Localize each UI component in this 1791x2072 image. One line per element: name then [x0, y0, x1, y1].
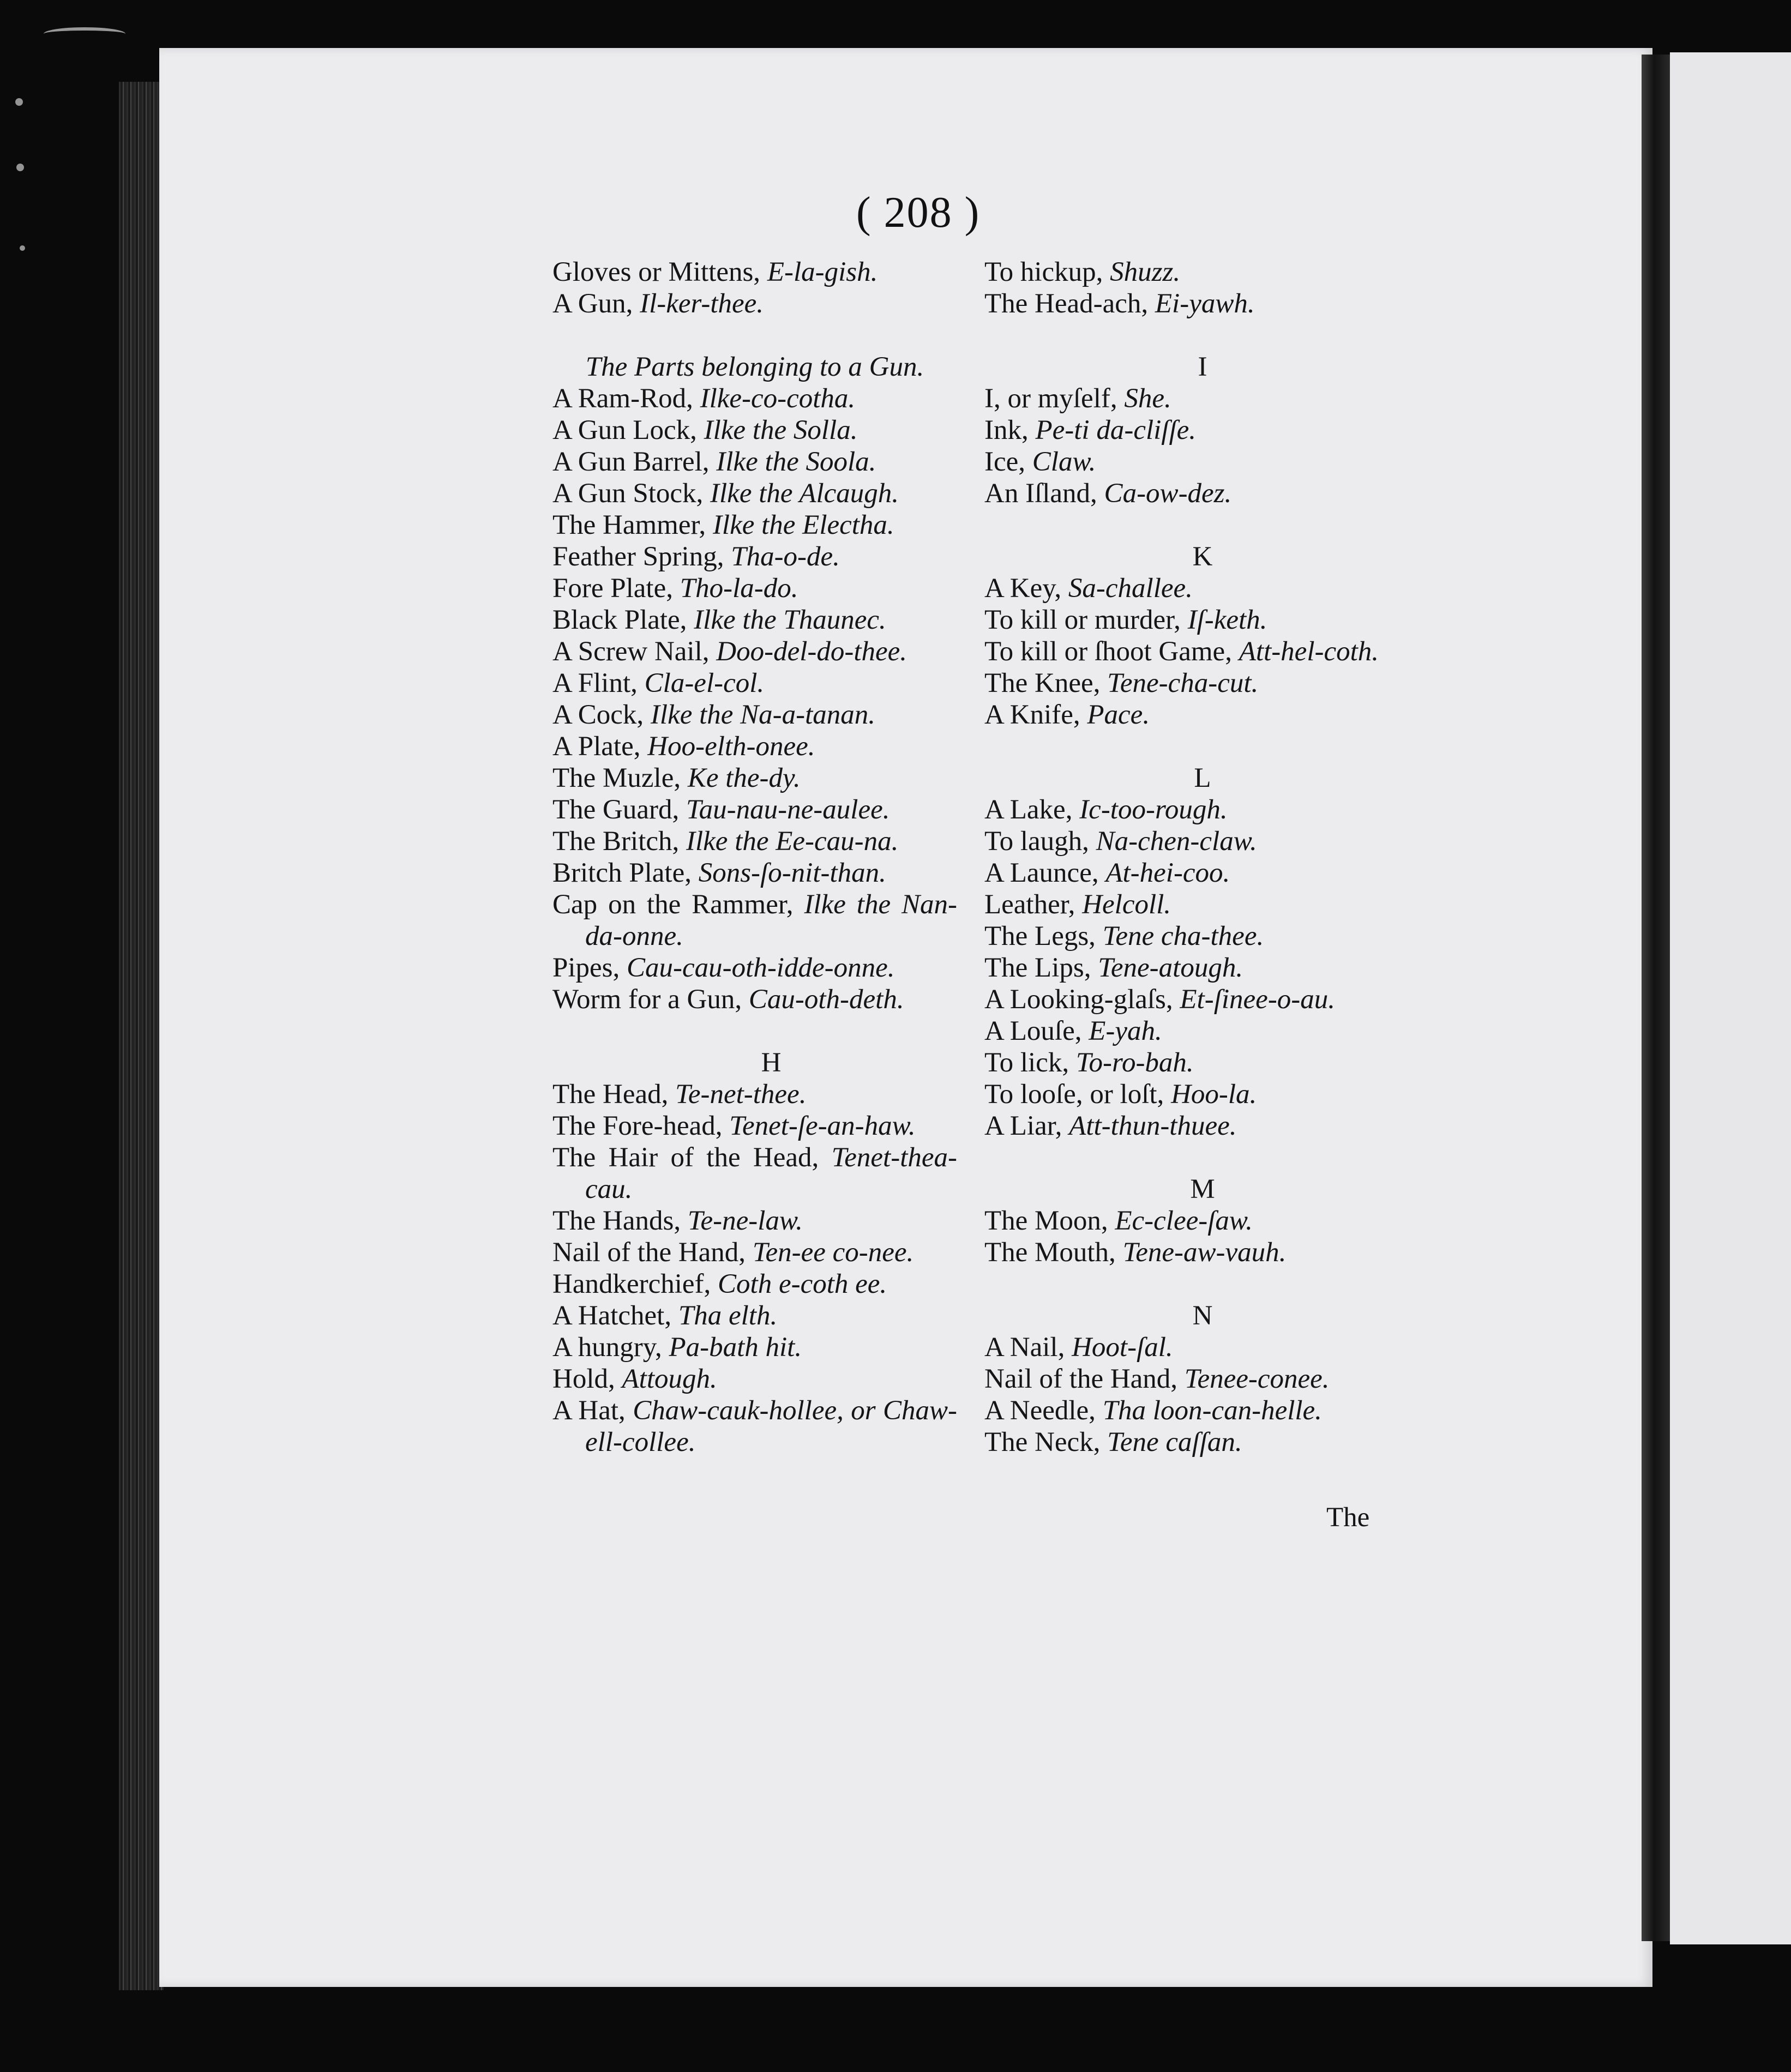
native-translation: Te-ne-law.: [687, 1206, 803, 1236]
english-term: The Hair of the Head,: [552, 1142, 819, 1173]
english-term: Black Plate,: [552, 605, 687, 635]
glossary-entry: [984, 699, 1388, 731]
english-term: The Britch,: [552, 826, 680, 857]
english-term: A Gun Stock,: [552, 478, 704, 509]
glossary-entry: [552, 1363, 957, 1395]
native-translation: At-hei-coo.: [1105, 858, 1230, 888]
native-translation: Tho-la-do.: [680, 573, 798, 604]
section-letter-heading: K: [1192, 541, 1213, 572]
english-term: Gloves or Mittens,: [552, 257, 761, 287]
glossary-entry: [984, 1237, 1388, 1268]
english-term: A Nail,: [984, 1332, 1065, 1363]
native-translation: Ilke the Ee-cau-na.: [686, 826, 899, 857]
english-term: An Iſland,: [984, 478, 1097, 509]
page-number: ( 208 ): [856, 189, 981, 237]
native-translation: E-yah.: [1089, 1016, 1162, 1046]
english-term: To hickup,: [984, 257, 1103, 287]
native-translation: Tau-nau-ne-aulee.: [686, 794, 890, 825]
english-term: A Plate,: [552, 731, 641, 762]
section-spacer: [984, 731, 1388, 762]
native-translation: Ilke the Na-a-tanan.: [650, 700, 876, 730]
english-term: To laugh,: [984, 826, 1089, 857]
english-term: A Gun Barrel,: [552, 447, 710, 477]
glossary-entry: [984, 573, 1388, 604]
glossary-entry: [552, 604, 957, 636]
glossary-entry: [552, 509, 957, 541]
english-term: The Knee,: [984, 668, 1101, 698]
glossary-entry: [552, 541, 957, 573]
native-translation: Tenet-thea-cau.: [585, 1142, 957, 1204]
english-term: Cap on the Rammer,: [552, 889, 794, 920]
glossary-entry: [984, 889, 1388, 920]
native-translation: Et-ſinee-o-au.: [1180, 984, 1336, 1015]
native-translation: To-ro-bah.: [1075, 1047, 1194, 1078]
facing-page: [1670, 52, 1791, 1944]
section-spacer: [984, 1268, 1388, 1300]
native-translation: E-la-gish.: [767, 257, 878, 287]
native-translation: Ec-clee-ſaw.: [1115, 1206, 1253, 1236]
book-page-edges: [119, 82, 164, 1990]
glossary-entry: [984, 857, 1388, 889]
glossary-entry: [984, 1205, 1388, 1237]
native-translation: Ke the-dy.: [687, 763, 801, 793]
native-translation: Ilke the Thaunec.: [694, 605, 886, 635]
glossary-entry: [552, 1079, 957, 1110]
english-term: The Head-ach,: [984, 288, 1149, 319]
english-term: A Hatchet,: [552, 1300, 672, 1331]
glossary-entry: [984, 667, 1388, 699]
native-translation: Claw.: [1032, 447, 1096, 477]
glossary-entry: [984, 604, 1388, 636]
native-translation: Attough.: [622, 1364, 717, 1394]
native-translation: Ilke the Nan-da-onne.: [585, 889, 958, 951]
english-term: Pipes,: [552, 953, 620, 983]
glossary-entry: [984, 636, 1388, 667]
glossary-entry: [552, 1332, 957, 1363]
native-translation: Att-hel-coth.: [1239, 636, 1379, 667]
english-term: The Fore-head,: [552, 1111, 723, 1141]
native-translation: Tene-aw-vauh.: [1122, 1237, 1287, 1268]
glossary-entry: [984, 478, 1388, 509]
section-spacer: [984, 1142, 1388, 1173]
english-term: The Muzle,: [552, 763, 681, 793]
native-translation: Ilke-co-cotha.: [700, 383, 856, 414]
english-term: A Cock,: [552, 700, 644, 730]
english-term: The Head,: [552, 1079, 669, 1110]
native-translation: Ilke the Electha.: [712, 510, 894, 540]
glossary-right-column: [984, 256, 1388, 1458]
english-term: Nail of the Hand,: [552, 1237, 746, 1268]
native-translation: Tene cha-thee.: [1102, 921, 1264, 951]
glossary-entry: [552, 1110, 957, 1142]
native-translation: Chaw-cauk-hollee, or Chaw-ell-collee.: [585, 1395, 958, 1457]
english-term: Fore Plate,: [552, 573, 673, 604]
glossary-entry: [552, 288, 957, 320]
glossary-entry: [984, 920, 1388, 952]
english-term: Ink,: [984, 415, 1029, 445]
glossary-entry: [984, 826, 1388, 857]
english-term: Handkerchief,: [552, 1269, 711, 1299]
glossary-entry: [552, 952, 957, 984]
native-translation: Ilke the Alcaugh.: [710, 478, 899, 509]
glossary-entry: [984, 446, 1388, 478]
glossary-entry: [552, 446, 957, 478]
native-translation: Sons-ſo-nit-than.: [698, 858, 886, 888]
glossary-entry: [552, 826, 957, 857]
native-translation: Pe-ti da-cliſſe.: [1035, 415, 1197, 445]
english-term: Hold,: [552, 1364, 615, 1394]
native-translation: Cla-el-col.: [644, 668, 765, 698]
english-term: The Guard,: [552, 794, 680, 825]
native-translation: Ei-yawh.: [1155, 288, 1255, 319]
glossary-entry: [552, 256, 957, 288]
book-gutter: [1642, 55, 1670, 1941]
english-term: To kill or murder,: [984, 605, 1181, 635]
glossary-entry: [984, 984, 1388, 1015]
native-translation: Tene caſſan.: [1107, 1427, 1242, 1457]
native-translation: Ilke the Soola.: [716, 447, 876, 477]
scan-dust-spot: [15, 98, 23, 106]
glossary-entry: [552, 1142, 957, 1205]
native-translation: Tha-o-de.: [731, 541, 840, 572]
glossary-entry: [552, 1300, 957, 1332]
glossary-entry: [552, 414, 957, 446]
section-spacer: [552, 1015, 957, 1047]
glossary-entry: [984, 1047, 1388, 1079]
english-term: A hungry,: [552, 1332, 662, 1363]
english-term: A Louſe,: [984, 1016, 1082, 1046]
catchword: The: [1326, 1502, 1370, 1533]
english-term: A Looking-glaſs,: [984, 984, 1173, 1015]
section-letter-heading: H: [761, 1047, 782, 1078]
glossary-entry: [552, 636, 957, 667]
native-translation: Tene-atough.: [1098, 953, 1243, 983]
section-spacer: [984, 320, 1388, 351]
english-term: Ice,: [984, 447, 1026, 477]
english-term: The Mouth,: [984, 1237, 1116, 1268]
glossary-entry: [984, 288, 1388, 320]
english-term: The Moon,: [984, 1206, 1108, 1236]
english-term: A Needle,: [984, 1395, 1096, 1426]
section-letter-heading: N: [1192, 1300, 1213, 1331]
native-translation: Cau-oth-deth.: [748, 984, 904, 1015]
english-term: Nail of the Hand,: [984, 1364, 1178, 1394]
native-translation: She.: [1124, 383, 1171, 414]
native-translation: Att-thun-thuee.: [1069, 1111, 1237, 1141]
native-translation: Hoo-elth-onee.: [647, 731, 815, 762]
native-translation: Helcoll.: [1082, 889, 1171, 920]
glossary-entry: [552, 383, 957, 414]
section-spacer: [552, 320, 957, 351]
glossary-entry: [552, 731, 957, 762]
glossary-entry: [552, 699, 957, 731]
glossary-entry: [984, 1015, 1388, 1047]
glossary-entry: [984, 256, 1388, 288]
english-term: A Gun,: [552, 288, 633, 319]
glossary-entry: [552, 1237, 957, 1268]
english-term: The Neck,: [984, 1427, 1101, 1457]
glossary-entry: [984, 794, 1388, 826]
english-term: A Hat,: [552, 1395, 626, 1426]
section-letter-heading: M: [1190, 1174, 1215, 1204]
glossary-entry: [552, 573, 957, 604]
english-term: Leather,: [984, 889, 1075, 920]
english-term: Britch Plate,: [552, 858, 692, 888]
native-translation: Sa-challee.: [1068, 573, 1193, 604]
native-translation: Ca-ow-dez.: [1104, 478, 1232, 509]
glossary-entry: [984, 414, 1388, 446]
native-translation: Tene-cha-cut.: [1107, 668, 1259, 698]
glossary-entry: [984, 1110, 1388, 1142]
english-term: A Lake,: [984, 794, 1073, 825]
english-term: A Flint,: [552, 668, 638, 698]
glossary-entry: [984, 1363, 1388, 1395]
scanner-mark: [44, 27, 125, 40]
native-translation: Na-chen-claw.: [1096, 826, 1257, 857]
glossary-entry: [984, 1332, 1388, 1363]
native-translation: Tha elth.: [678, 1300, 778, 1331]
english-term: A Knife,: [984, 700, 1080, 730]
native-translation: Tenee-conee.: [1184, 1364, 1330, 1394]
section-subheading: The Parts belonging to a Gun.: [585, 352, 924, 382]
glossary-entry: [552, 857, 957, 889]
english-term: Feather Spring,: [552, 541, 724, 572]
glossary-entry: [552, 1395, 957, 1458]
native-translation: Hoo-la.: [1171, 1079, 1257, 1110]
glossary-left-column: [552, 256, 957, 1458]
english-term: To looſe, or loſt,: [984, 1079, 1164, 1110]
section-letter-heading: I: [1198, 352, 1207, 382]
english-term: A Gun Lock,: [552, 415, 697, 445]
glossary-entry: [552, 889, 957, 952]
english-term: The Hammer,: [552, 510, 706, 540]
glossary-entry: [552, 1268, 957, 1300]
native-translation: Hoot-ſal.: [1072, 1332, 1173, 1363]
glossary-entry: [552, 984, 957, 1015]
native-translation: Pace.: [1087, 700, 1150, 730]
native-translation: Pa-bath hit.: [669, 1332, 802, 1363]
english-term: A Ram-Rod,: [552, 383, 693, 414]
glossary-entry: [984, 952, 1388, 984]
glossary-entry: [552, 762, 957, 794]
scan-dust-spot: [16, 164, 24, 171]
section-letter-heading: L: [1194, 763, 1211, 793]
english-term: To lick,: [984, 1047, 1069, 1078]
native-translation: Doo-del-do-thee.: [716, 636, 907, 667]
section-spacer: [984, 509, 1388, 541]
native-translation: Tha loon-can-helle.: [1102, 1395, 1322, 1426]
english-term: A Liar,: [984, 1111, 1062, 1141]
english-term: A Key,: [984, 573, 1062, 604]
native-translation: Tenet-ſe-an-haw.: [729, 1111, 916, 1141]
native-translation: Cau-cau-oth-idde-onne.: [627, 953, 895, 983]
native-translation: Il-ker-thee.: [640, 288, 764, 319]
native-translation: Ten-ee co-nee.: [752, 1237, 914, 1268]
native-translation: Te-net-thee.: [675, 1079, 807, 1110]
glossary-entry: [984, 383, 1388, 414]
english-term: The Hands,: [552, 1206, 681, 1236]
glossary-entry: [984, 1079, 1388, 1110]
english-term: A Launce,: [984, 858, 1099, 888]
native-translation: Coth e-coth ee.: [718, 1269, 887, 1299]
english-term: Worm for a Gun,: [552, 984, 742, 1015]
english-term: The Legs,: [984, 921, 1096, 951]
english-term: The Lips,: [984, 953, 1091, 983]
glossary-entry: [552, 478, 957, 509]
glossary-entry: [984, 1426, 1388, 1458]
glossary-entry: [552, 667, 957, 699]
native-translation: Iſ-keth.: [1187, 605, 1267, 635]
english-term: I, or myſelf,: [984, 383, 1117, 414]
scan-dust-spot: [20, 245, 25, 251]
english-term: To kill or ſhoot Game,: [984, 636, 1232, 667]
glossary-entry: [552, 794, 957, 826]
native-translation: Shuzz.: [1110, 257, 1181, 287]
glossary-entry: [984, 1395, 1388, 1426]
native-translation: Ic-too-rough.: [1079, 794, 1228, 825]
english-term: A Screw Nail,: [552, 636, 710, 667]
glossary-entry: [552, 1205, 957, 1237]
native-translation: Ilke the Solla.: [704, 415, 858, 445]
